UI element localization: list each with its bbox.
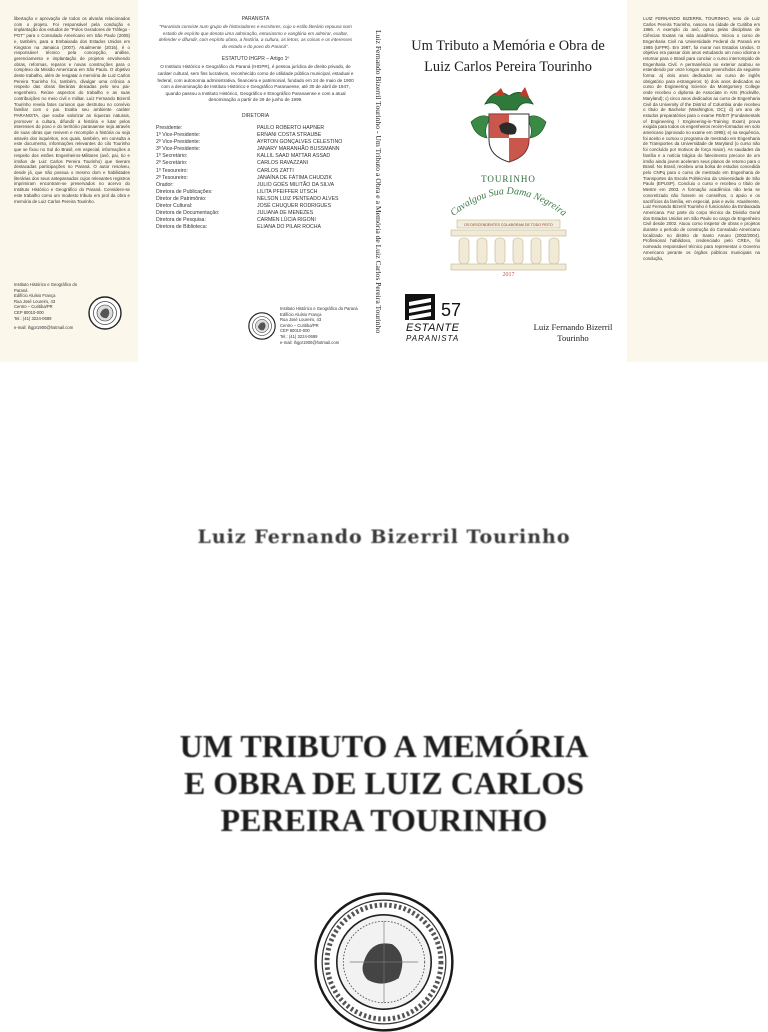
estante-logo-icon <box>405 294 437 320</box>
board-heading: DIRETORIA <box>241 112 270 119</box>
title-page-author: Luiz Fernando Bizerril Tourinho <box>197 526 571 548</box>
paranista-quote: "Paranista consiste num grupo de historiadores e escritores, cujo o estilo literário repousa num estado de espírito que denota uma admiração, entusiasmo e vanglória em admirar, exaltar, defender e difundir, com espírito ufano, a história, a cultura, as letras, as coisas e os interesses do estado e do povo do Paraná". <box>158 24 353 49</box>
front-cover-author <box>517 322 627 343</box>
address-line: Tel.: (41) 3224-0689 <box>280 333 318 339</box>
board-role: 1º Tesoureiro: <box>156 167 188 174</box>
board-member-name: KALLIL SAAD MATTAR ASSAD <box>257 153 331 160</box>
board-member-name: CARLOS ZATTI <box>257 167 294 174</box>
series-number: 57 <box>441 300 462 320</box>
board-member-name: NELSON LUIZ PENTEADO ALVES <box>257 195 339 202</box>
coat-of-arms-emblem <box>421 82 596 282</box>
board-role: Diretora de Documentação: <box>156 210 220 217</box>
front-flap-paragraph: LUIZ FERNANDO BIZERRIL TOURINHO, neto de Luiz Carlos Pereira Tourinho, nasceu na cidade de Curitiba em 1966. A exemplo do avô, optou pelas disciplinas de Ciências Exatas na vida acadêmica. Iniciou o curso de Engenharia Civil na Universidade Federal do Paraná em 1985 (UFPR). Em 1987, foi morar nos Estados Unidos. O objetivo era passar dois anos estudando um novo idioma e retornar para o Brasil para concluir o curso interrompido de Engenharia Civil. A permanência no exterior acabou se estendendo por onze longos anos preenchidos da seguinte forma: a) dois anos dedicados ao curso de inglês obrigatório para estrangeiros; b) dois anos dedicados ao curso de Engineering Science da Montgomery College onde recebeu o diploma de Associate in Arts (Rockville, Maryland); c) cinco anos dedicados ao curso de Engenharia Civil da University of the District of Columbia onde recebeu o título de Bachelor (Washington, DC); d) um ano de estudos preparatórios para o exame FE/EIT (Fundamentals of Engineering / Engineering-in-Training Exam) prova exigida para todos os engenheiros recém-formados em solo americano (aprovado no exame em 1995); e) na sequência, foi aceito e cursou o programa de mestrado em Engenharia de Transportes da Universidade de Maryland (o curso não foi concluído por motivos de força maior). As saudades da família e a notícia trágica do falecimento precoce de um irmão ainda jovem aceleram seus planos de retorno para o Brasil. No Brasil, recebeu uma bolsa de estudos concedida pelo CNPq para o curso de mestrado em Engenharia de Transportes da Escola Politécnica da Universidade de São Paulo (EPUSP). Concluiu o curso e recebeu o título de Mestre em 2003. A formação acadêmica não teria se concretizado não fossem os conselhos, o apoio e os sacrifícios da família, em especial, pais e avós. Atualmente, Luiz Fernando Bizerril Tourinho é funcionário da Embaixada Americana. Faz parte do corpo técnico da Divisão Geral dos Estados Unidos em São Paulo no cargo de Engenheiro Civil desde 2002. Atuou como inspetor de obras e projetos durante o período de construção do Consulado Americano localizado no distrito de Santo Amaro (2002/2004). Profissional habilidoso, credenciado pelo CREA, foi nomeado responsável técnico para representar o Governo Americano perante os órgãos públicos municipais na condução, <box>643 16 760 261</box>
board-role: 2º Secretário: <box>156 160 188 167</box>
board-member-name: CARMEN LÚCIA RIGONI <box>257 217 316 224</box>
front-title-line: Um Tributo a Memória e Obra de <box>411 38 605 54</box>
book-spine <box>371 0 389 362</box>
address-line: Rua José Loureiro, 43 <box>14 298 56 304</box>
statute-heading: ESTATUTO IHGPR – Artigo 1º <box>221 56 290 63</box>
board-row <box>156 203 342 210</box>
board-row <box>156 146 342 153</box>
board-role: Diretora de Pesquisa: <box>156 217 206 224</box>
front-flap-text <box>643 16 760 261</box>
board-member-name: ERNANI COSTA STRAUBE <box>257 132 322 139</box>
board-member-name: JULIO GOÉS MILITÃO DA SILVA <box>257 181 335 188</box>
board-member-name: PAULO ROBERTO HAPNER <box>257 124 325 131</box>
paranista-heading: PARANISTA <box>241 16 270 22</box>
front-cover-title <box>389 36 627 78</box>
board-member-name: CARLOS RAVAZZANI <box>257 160 309 167</box>
address-line: CEP 80010-000 <box>14 309 44 315</box>
emblem-banner: OS DESCENDENTES COLABORAM DE TODO PEITO <box>464 223 553 227</box>
back-cover-address <box>280 306 368 345</box>
board-role: Presidente: <box>156 124 183 131</box>
board-row <box>156 224 342 231</box>
board-role: 1º Vice-Presidente: <box>156 132 201 139</box>
emblem-name: TOURINHO <box>481 174 536 184</box>
back-cover <box>138 0 371 362</box>
institute-seal-icon <box>88 296 122 330</box>
spine-title: Luiz Fernando Bizerril Tourinho - Um Tributo a Obra e a Memória de Luiz Carlos Pereira Tourinho <box>374 30 383 334</box>
board-role: Orador: <box>156 181 174 188</box>
board-row <box>156 160 342 167</box>
series-subtitle: PARANISTA <box>406 334 460 343</box>
board-row <box>156 153 342 160</box>
address-line: Edifício Aluísio França <box>280 311 322 317</box>
board-role: Diretora de Publicações: <box>156 188 213 195</box>
title-page-title <box>0 728 768 839</box>
board-role: Diretor de Patrimônio: <box>156 195 207 202</box>
board-role: 2º Tesoureiro: <box>156 174 188 181</box>
author-line: Tourinho <box>557 332 589 343</box>
title-page-line: E OBRA DE LUIZ CARLOS <box>183 765 585 801</box>
front-cover <box>389 0 627 362</box>
address-line: Centro – Curitiba/PR <box>280 322 319 328</box>
board-member-name: AYRTON GONÇALVES CELESTINO <box>257 139 343 146</box>
board-row <box>156 189 342 196</box>
emblem-year: 2017 <box>502 272 515 278</box>
address-line: CEP 80010-000 <box>280 328 310 334</box>
board-member-name: LILITA PFEIFFER UTSCH <box>257 188 318 195</box>
board-row <box>156 168 342 175</box>
board-role: 2º Vice-Presidente: <box>156 139 201 146</box>
back-flap-text <box>14 16 130 204</box>
book-cover-spread <box>0 0 768 362</box>
title-page <box>0 362 768 1024</box>
address-line: Instituto Histórico e Geográfico do Paraná <box>14 282 78 293</box>
institute-seal-icon <box>248 312 276 340</box>
address-line: Instituto Histórico e Geográfico do Paraná <box>280 306 358 311</box>
front-flap <box>627 0 768 362</box>
board-row <box>156 196 342 203</box>
board-role: Diretor Cultural: <box>156 202 193 209</box>
board-table <box>156 125 342 231</box>
address-line: e-mail: ihgpr1900@hotmail.com <box>280 339 340 345</box>
board-member-name: JANARY MARANHÃO BUSSMANN <box>257 146 340 153</box>
series-name: ESTANTE <box>406 322 460 334</box>
board-row <box>156 125 342 132</box>
statute-text: O Instituto Histórico e Geográfico do Paraná (IHGPR), é pessoa jurídica de direito privado, de caráter cultural, sem fins lucrativos, reconhecido como de utilidade pública municipal, estadual e federal, com autonomia administrativa, financeira e patrimonial, fundado em 24 de maio de 1900 com a denominação de Instituto Histórico e Geográfico Paranaense, até 30 de abril de 1947, quando passou a Instituto Histórico, Geográfico e Etnográfico Paranaense e com a atual denominação a partir de 29 de junho de 1999. <box>157 64 354 103</box>
board-role: 3º Vice-Presidente: <box>156 146 201 153</box>
board-row <box>156 217 342 224</box>
board-member-name: JANAÍNA DE FÁTIMA CHUDZIK <box>257 174 332 181</box>
board-row <box>156 182 342 189</box>
board-row <box>156 175 342 182</box>
back-flap-address <box>14 282 84 331</box>
institute-seal-icon <box>298 892 470 1032</box>
address-line: Centro – Curitiba/PR <box>14 304 53 310</box>
address-line: e-mail: ihgpr1900@hotmail.com <box>14 325 74 331</box>
board-member-name: ELIANA DO PILAR ROCHA <box>257 224 321 231</box>
back-flap <box>0 0 138 362</box>
board-member-name: JULIANA DE MENEZES <box>257 210 314 217</box>
board-member-name: JOSÉ CHUQUER RODRIGUES <box>257 202 332 209</box>
address-line: Tel.: (41) 3224-0689 <box>14 315 52 321</box>
address-line: Edifício Aluísio França <box>14 293 56 299</box>
author-line: Luiz Fernando Bizerril <box>533 322 613 332</box>
board-row <box>156 132 342 139</box>
board-role: 1º Secretário: <box>156 153 188 160</box>
board-role: Diretora de Biblioteca: <box>156 224 208 231</box>
front-title-line: Luiz Carlos Pereira Tourinho <box>424 59 592 75</box>
address-line: Rua José Loureiro, 43 <box>280 317 322 323</box>
back-flap-paragraph: libertação e aprovação de todos os alvarás relacionados com o projeto. Foi responsável pela condução e implantação dos estudos de "Polos Geradores de Tráfego - PGT" para o Consulado Americano em São Paulo (2005) e, também, para a Embaixada dos Estados Unidos em Kingston na Jamaica (2007). Atualmente (2016), é o responsável técnico pela concepção, análise, gerenciamento e implantação de projetos envolvendo obras, reformas, reparos e novas construções para o complexo da Missão Americana em São Paulo. O objetivo deste trabalho, além de resgatar a memória de Luiz Carlos Pereira Tourinho foi, também, divulgar uma crônica a respeito das obras literárias deixadas pelo seu pai-engenheiro. Reúne aspectos do trabalho e as suas contribuições no meio civil e militar. Luiz Fernando Bizerril Tourinho revela fatos curiosos que destrutou no convívio familiar com o pai. Exalta seu ambiente caráter PARANISTA, que soube valorizar as riquezas naturais, promover a cultura, difundir a história e lutar pelos interesses do povo e do território paranaense seja através de suas obras que revivem e recompõe a história ou seja através dos inquéritos, nos quais, também, em consulta a este documento, informações relevantes do cilo Tourinho que se fixou no Sul do Brasil, em especial, informações a respeito dos estões Engenheiros-Militares (avô, pai, tio e irmãos de Luiz Carlos Pereira Tourinho) que tiveram destacadas participações no Paraná. O autor resolveu, desde já, que não possua o mesmo dom e habilidades literárias dos seus antepassados cujos relevantes registros imprimiram encontram-se preservados no acervo do Instituto Histórico e Geográfico do Paraná. Considere-se este trabalho como um modesto tributo em prol da obra e memória de Luiz Carlos Pereira Tourinho. <box>14 16 130 204</box>
title-page-line: PEREIRA TOURINHO <box>220 802 548 838</box>
title-page-line: UM TRIBUTO A MEMÓRIA <box>179 728 589 764</box>
emblem-motto: Cavalgou Sua Dama Negreira <box>448 185 569 219</box>
